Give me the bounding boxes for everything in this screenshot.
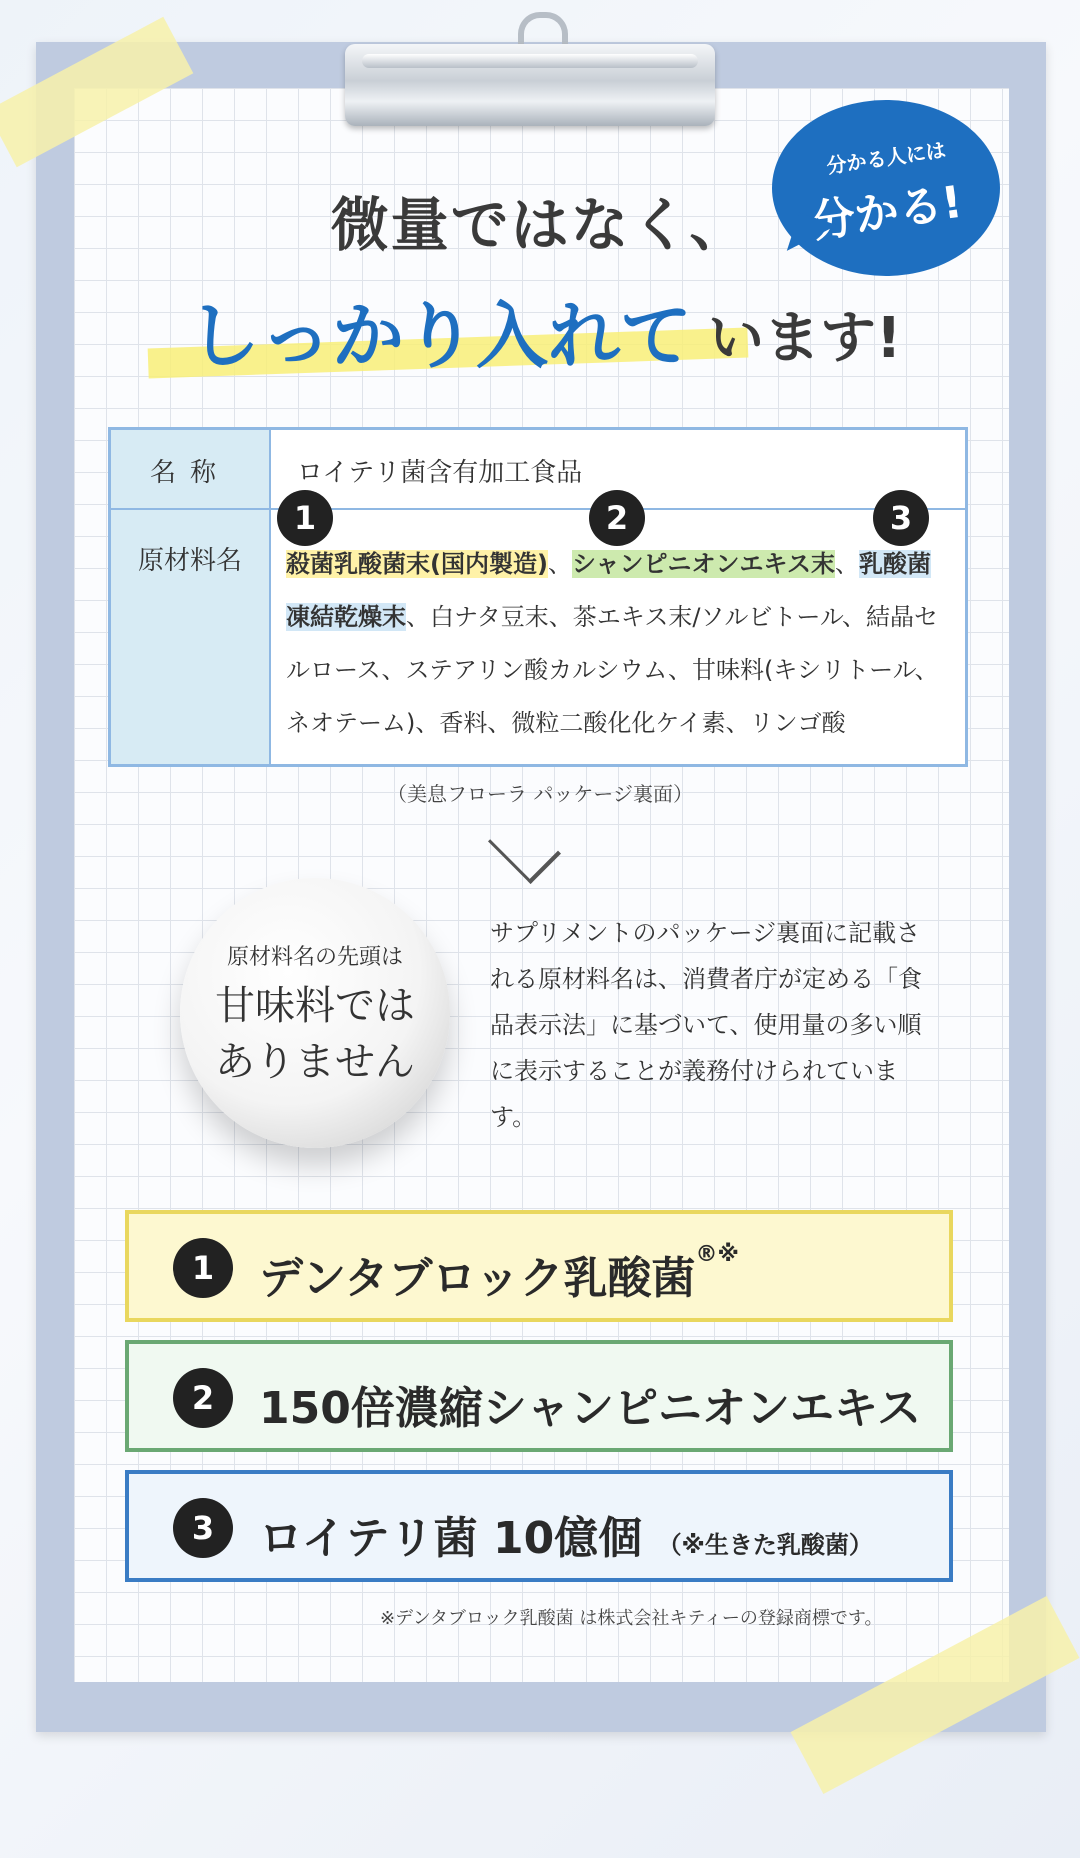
- feature-number-3-icon: 3: [173, 1498, 233, 1558]
- feature-label: デンタブロック乳酸菌: [259, 1253, 696, 1304]
- headline-line2: [148, 278, 948, 378]
- marker-3-icon: 3: [873, 490, 929, 546]
- separator: 、: [547, 550, 572, 578]
- feature-label: 150倍濃縮シャンピニオンエキス: [259, 1383, 922, 1434]
- ingredient-3: 乳酸菌凍結乾燥末: [286, 550, 931, 631]
- explanation-text: サプリメントのパッケージ裏面に記載される原材料名は、消費者庁が定める「食品表示法」に基づいて、使用量の多い順に表示することが義務付けられています。: [490, 919, 922, 1131]
- orb-line1: 甘味料では: [215, 983, 415, 1029]
- separator: 、: [834, 550, 859, 578]
- bubble-small-text: 分かる人には: [825, 137, 948, 179]
- ingredient-label-table: [108, 427, 968, 767]
- feature-number-2-icon: 2: [173, 1368, 233, 1428]
- headline-line1: 微量ではなく、: [330, 191, 750, 259]
- bubble-big-text: 分かる!: [807, 176, 966, 249]
- feature-text-2: [259, 1372, 921, 1436]
- metal-clip-bar: [362, 54, 698, 68]
- feature-box-2: [125, 1340, 953, 1452]
- feature-superscript: ®※: [695, 1242, 739, 1267]
- feature-box-3: [125, 1470, 953, 1582]
- orb-small-text: 原材料名の先頭は: [226, 945, 403, 970]
- headline-highlight: しっかり入れて: [188, 294, 693, 378]
- ingredients-rest: 、白ナタ豆末、茶エキス末/ソルビトール、結晶セルロース、ステアリン酸カルシウム、甘味料(キシリトール、ネオテーム)、香料、微粒二酸化化ケイ素、リンゴ酸: [286, 603, 939, 737]
- orb-line2: ありません: [215, 1039, 415, 1085]
- feature-label: ロイテリ菌 10億個: [259, 1513, 643, 1564]
- feature-box-1: [125, 1210, 953, 1322]
- feature-number-1-icon: 1: [173, 1238, 233, 1298]
- name-label: 名称: [149, 458, 230, 488]
- marker-2-icon: 2: [589, 490, 645, 546]
- ingredients-value: [286, 538, 954, 750]
- feature-text-1: [259, 1242, 739, 1306]
- trademark-footnote: ※デンタブロック乳酸菌 は株式会社キティーの登録商標です。: [380, 1608, 883, 1629]
- table-caption: （美息フローラ パッケージ裏面）: [387, 782, 693, 806]
- headline-rest: います!: [708, 306, 902, 371]
- ingredients-label: 原材料名: [137, 546, 242, 576]
- name-value: ロイテリ菌含有加工食品: [297, 458, 583, 488]
- ingredient-2: シャンピニオンエキス末: [571, 550, 835, 578]
- orb-big-text: [180, 978, 450, 1090]
- ingredient-1: 殺菌乳酸菌末(国内製造): [286, 550, 548, 578]
- feature-text-3: [259, 1502, 873, 1566]
- glass-orb: [180, 878, 450, 1148]
- feature-note: （※生きた乳酸菌）: [657, 1531, 873, 1559]
- table-divider: [111, 508, 965, 510]
- marker-1-icon: 1: [277, 490, 333, 546]
